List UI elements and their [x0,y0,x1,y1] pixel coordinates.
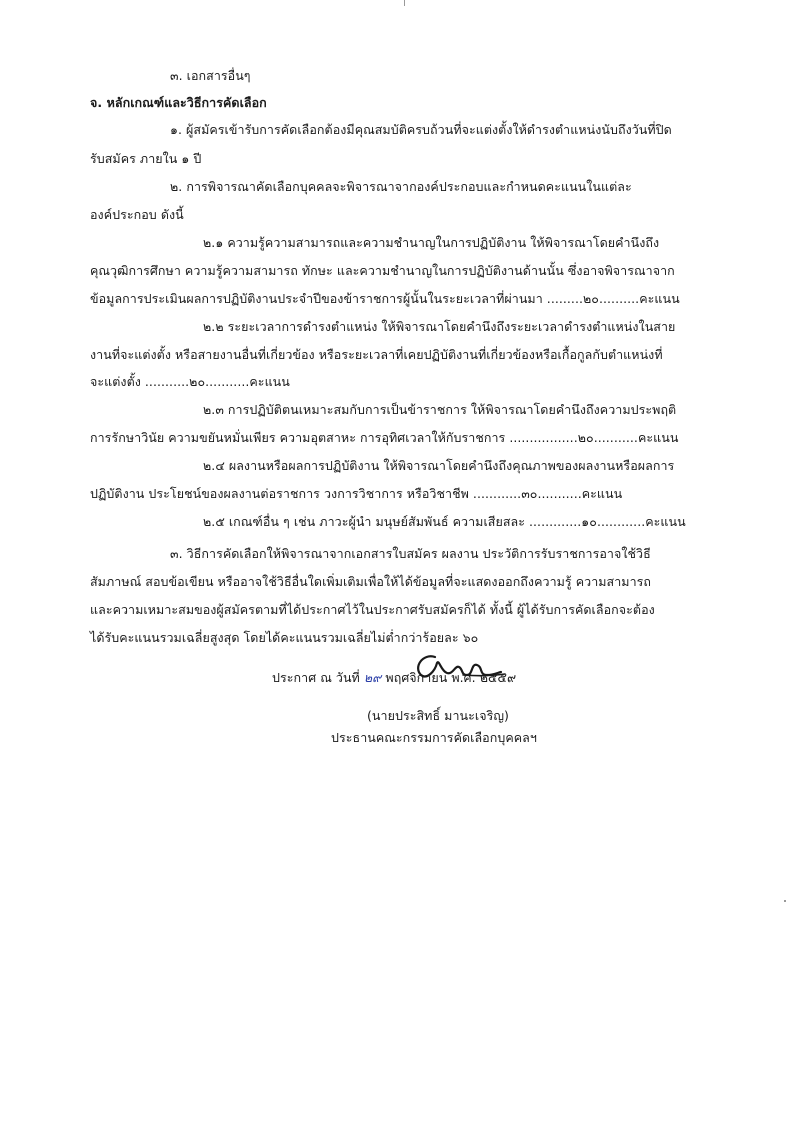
component-2-3-line1: ๒.๓ การปฏิบัติตนเหมาะสมกับการเป็นข้าราชการ ให้พิจารณาโดยคำนึงถึงความประพฤติ [203,402,677,417]
criteria-1-line2: รับสมัคร ภายใน ๑ ปี [90,151,202,166]
component-2-1-line1: ๒.๑ ความรู้ความสามารถและความชำนาญในการปฏิบัติงาน ให้พิจารณาโดยคำนึงถึง [203,235,660,250]
scan-mark [404,0,405,6]
signature [405,645,515,685]
criteria-1-line1: ๑. ผู้สมัครเข้ารับการคัดเลือกต้องมีคุณสมบัติครบถ้วนที่จะแต่งตั้งให้ดำรงตำแหน่งนับถึงวันที่ปิด [170,122,672,137]
component-2-2-line3: จะแต่งตั้ง ...........๒๐...........คะแนน [90,374,290,389]
scan-speck [784,900,786,902]
component-2-1-line3: ข้อมูลการประเมินผลการปฏิบัติงานประจำปีของข้าราชการผู้นั้นในระยะเวลาที่ผ่านมา .........๒๐..........คะแนน [90,291,680,306]
criteria-heading: จ. หลักเกณฑ์และวิธีการคัดเลือก [90,95,267,110]
component-2-3-line2: การรักษาวินัย ความขยันหมั่นเพียร ความอุตสาหะ การอุทิศเวลาให้กับราชการ .................๒๐...........คะแนน [90,430,679,445]
criteria-2-line2: องค์ประกอบ ดังนี้ [90,207,184,222]
component-2-4-line2: ปฏิบัติงาน ประโยชน์ของผลงานต่อราชการ วงการวิชาการ หรือวิชาชีพ ............๓๐...........คะแนน [90,486,623,501]
criteria-3-line1: ๓. วิธีการคัดเลือกให้พิจารณาจากเอกสารใบสมัคร ผลงาน ประวัติการรับราชการอาจใช้วิธี [170,546,651,561]
announcement-prefix: ประกาศ ณ วันที่ [272,670,360,685]
announcement-suffix: พฤศจิกายน พ.ศ. ๒๕๕๙ [385,670,517,685]
criteria-3-line4: ได้รับคะแนนรวมเฉลี่ยสูงสุด โดยได้คะแนนรวมเฉลี่ยไม่ต่ำกว่าร้อยละ ๖๐ [90,630,479,645]
component-2-2-line1: ๒.๒ ระยะเวลาการดำรงตำแหน่ง ให้พิจารณาโดยคำนึงถึงระยะเวลาดำรงตำแหน่งในสาย [203,319,676,334]
component-2-4-line1: ๒.๔ ผลงานหรือผลการปฏิบัติงาน ให้พิจารณาโดยคำนึงถึงคุณภาพของผลงานหรือผลการ [203,458,675,473]
component-2-1-line2: คุณวุฒิการศึกษา ความรู้ความสามารถ ทักษะ และความชำนาญในการปฏิบัติงานด้านนั้น ซึ่งอาจพิจารณาจาก [90,263,675,278]
signatory-title: ประธานคณะกรรมการคัดเลือกบุคคลฯ [331,730,537,745]
criteria-2-line1: ๒. การพิจารณาคัดเลือกบุคคลจะพิจารณาจากองค์ประกอบและกำหนดคะแนนในแต่ละ [170,179,632,194]
component-2-5-line1: ๒.๕ เกณฑ์อื่น ๆ เช่น ภาวะผู้นำ มนุษย์สัมพันธ์ ความเสียสละ .............๑๐............คะแนน [203,514,686,529]
criteria-3-line3: และความเหมาะสมของผู้สมัครตามที่ได้ประกาศไว้ในประกาศรับสมัครก็ได้ ทั้งนี้ ผู้ได้รับการคัดเลือกจะต้อง [90,602,655,617]
announcement-day: ๒๙ [363,670,382,685]
component-2-2-line2: งานที่จะแต่งตั้ง หรือสายงานอื่นที่เกี่ยวข้อง หรือระยะเวลาที่เคยปฏิบัติงานที่เกี่ยวข้องหรือเกื้อกูลกับตำแหน่งที่ [90,347,663,362]
signatory-name: (นายประสิทธิ์ มานะเจริญ) [367,708,509,723]
criteria-3-line2: สัมภาษณ์ สอบข้อเขียน หรืออาจใช้วิธีอื่นใดเพิ่มเติมเพื่อให้ได้ข้อมูลที่จะแสดงออกถึงความรู้ ความสามารถ [90,574,652,589]
other-documents-item: ๓. เอกสารอื่นๆ [170,68,251,83]
